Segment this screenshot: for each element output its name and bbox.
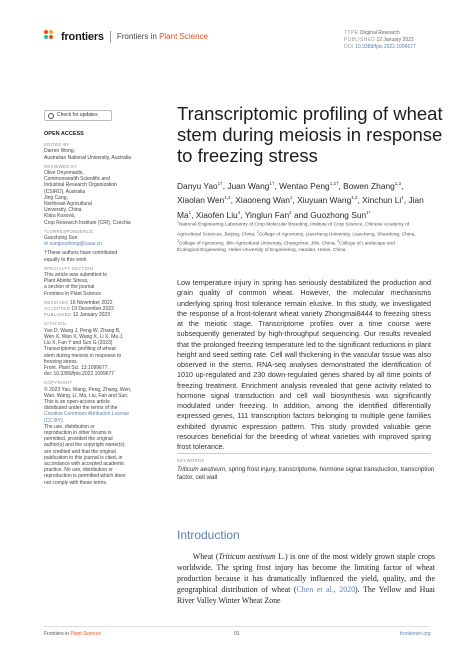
sidebar-line: Northeast Agricultural: [44, 201, 92, 208]
reviewed-by-label: REVIEWED BY: [44, 163, 78, 169]
sidebar: [44, 110, 162, 486]
accepted-date: ACCEPTED 19 December 2022: [44, 306, 114, 313]
sidebar-line: Front. Plant Sci. 13:1099677.: [44, 364, 109, 371]
sidebar-line: accordance with accepted academic: [44, 460, 125, 467]
sidebar-line: (CSIRO), Australia: [44, 188, 86, 195]
specialty-label: SPECIALTY SECTION: [44, 265, 94, 271]
article-meta: TYPE Original Research PUBLISHED 12 January 2023 DOI 10.3389/fpls.2022.1099677: [344, 30, 416, 50]
sidebar-line: Plant Abiotic Stress,: [44, 278, 89, 285]
sidebar-line: reproduction in other forums is: [44, 429, 112, 436]
footer-divider: [44, 626, 430, 627]
page-header: [0, 0, 474, 60]
footer-journal: Frontiers in Plant Science: [44, 631, 101, 637]
sidebar-line: freezing stress.: [44, 358, 78, 365]
license-link[interactable]: [44, 411, 162, 423]
author-name: , Xiaofen Liu: [191, 209, 238, 220]
introduction-paragraph: Wheat (Triticum aestivum L.) is one of the most widely grown staple crops worldwide. The spring frost injury has become the limiting factor of wheat production because it has dramatically influenced the yield, quality, and the geographical distribution of wheat (Chen et al., 2020). The Yellow and Huai River Valley Winter Wheat Zone: [177, 552, 435, 605]
sidebar-line: Liu X, Fan Y and Sun G (2023): [44, 340, 113, 347]
sidebar-line: not comply with these terms.: [44, 479, 108, 486]
citation-label: CITATION: [44, 321, 67, 327]
sidebar-line: Wan, Wang, Li, Ma, Liu, Fan and Sun.: [44, 392, 129, 399]
page-number: 01: [234, 631, 240, 637]
sidebar-line: reproduction is permitted which does: [44, 473, 126, 480]
author-name: and Guozhong Sun: [291, 209, 367, 220]
sidebar-line: equally to this work: [44, 256, 87, 263]
keywords: Triticum aestivum, spring frost injury, transcriptome, hormone signal transduction, transcription factor, cell wall: [177, 466, 435, 482]
sidebar-line: University, China: [44, 207, 82, 214]
sidebar-line: © 2023 Yao, Wang, Peng, Zhang, Wen,: [44, 386, 132, 393]
check-for-updates-button[interactable]: Check for updates: [44, 110, 112, 121]
journal-name: Frontiers in Plant Science: [116, 32, 208, 41]
author-name: , Xiuyuan Wang: [292, 195, 352, 206]
logo-divider: [110, 31, 111, 43]
copyright: [44, 387, 162, 412]
author-name: , Jian Ma: [177, 195, 424, 220]
brand-name: frontiers: [61, 30, 104, 43]
sidebar-line: Darren Wong,: [44, 148, 76, 155]
citation: [44, 328, 162, 378]
sidebar-line: This article was submitted to: [44, 272, 108, 279]
sidebar-line: Industrial Research Organization: [44, 182, 117, 189]
sidebar-line: doi: 10.3389/fpls.2022.1099677: [44, 371, 115, 378]
sidebar-line: †These authors have contributed: [44, 250, 118, 257]
sidebar-line: Commonwealth Scientific and: [44, 176, 110, 183]
author-list: Danyu Yao$^{1\dagger}$, Juan Wang$^{1\dagger}$, Wentao Peng$^{1,2\dagger}$, Bowen Zhang$^{1,3}$, Xiaolan Wen$^{1,4}$, Xiaoneng Wan$^1$, Xiuyuan Wang$^{1,2}$, Xinchun Li$^1$, Jian Ma$^1$, Xiaofen Liu$^4$, Yinglun Fan$^2$ and Guozhong Sun$^{1*}$: [177, 180, 424, 220]
specialty-section: [44, 272, 162, 297]
author-name: , Xinchun Li: [357, 195, 402, 206]
sidebar-line: permitted, provided the original: [44, 436, 113, 443]
sidebar-line: Klára Kosová,: [44, 213, 76, 220]
sidebar-line: Yao D, Wang J, Peng W, Zhang B,: [44, 327, 121, 334]
citation-link[interactable]: Chen et al., 2020: [296, 584, 356, 594]
affiliation-item: College of Agronomy, Liaocheng University, Liaocheng, Shandong, China,: [258, 232, 416, 238]
equal-contribution-note: [44, 250, 162, 262]
frontiers-logo-icon: [44, 30, 57, 43]
open-access-label: OPEN ACCESS: [44, 131, 84, 137]
sidebar-line: This is an open-access article: [44, 398, 110, 405]
copyright-terms: [44, 424, 162, 486]
refresh-icon: [48, 113, 54, 119]
edited-by: [44, 148, 162, 160]
section-heading-introduction: Introduction: [177, 528, 240, 542]
journal-logo[interactable]: [44, 30, 208, 43]
sidebar-line: publication in this journal is cited, in: [44, 454, 123, 461]
author-name: , Xiaoneng Wan: [230, 195, 290, 206]
sidebar-line: stem during meiosis in response to: [44, 352, 122, 359]
correspondence-label: *CORRESPONDENCE: [44, 228, 94, 234]
affiliation-item: College of Landscape and Ecological Engineering, Hebei University of Engineering, Handan, Hebei, China: [177, 241, 395, 254]
sidebar-line: Transcriptomic profiling of wheat: [44, 346, 116, 353]
sidebar-line: Frontiers in Plant Science: [44, 290, 101, 297]
sidebar-line: Australian National University, Australia: [44, 154, 131, 161]
sidebar-line: Crop Research Institute (CRI), Czechia: [44, 219, 131, 226]
sidebar-line: a section of the journal: [44, 284, 95, 291]
article-title: Transcriptomic profiling of wheat stem during meiosis in response to freezing stress: [177, 103, 443, 166]
footer-site-link[interactable]: frontiersin.org: [400, 631, 431, 637]
sidebar-line: Creative Commons Attribution License: [44, 411, 130, 418]
sidebar-line: Wen X, Wan X, Wang X, Li X, Ma J,: [44, 333, 124, 340]
author-name: , Bowen Zhang: [338, 180, 395, 191]
reviewed-by: [44, 170, 162, 226]
sidebar-line: Olive Onyemaobi,: [44, 170, 84, 177]
affiliation-item: National Engineering Laboratory of Crop Molecular Breeding, Institute of Crop Science, Chinese Academy of Agricultural Sciences, Beijing, China,: [177, 222, 410, 238]
author-name: , Juan Wang: [222, 180, 270, 191]
sidebar-line: distributed under the terms of the: [44, 405, 118, 412]
keywords-label: KEYWORDS: [177, 458, 205, 463]
correspondence-email[interactable]: ✉ sunguozhong@caas.cn: [44, 241, 102, 248]
sidebar-line: Jing Cang,: [44, 194, 68, 201]
sidebar-line: The use, distribution or: [44, 423, 95, 430]
author-name: , Yinglun Fan: [240, 209, 290, 220]
received-date: RECEIVED 16 November 2022: [44, 299, 113, 306]
copyright-label: COPYRIGHT: [44, 380, 73, 386]
sidebar-line: Guozhong Sun: [44, 235, 78, 242]
sidebar-line: practice. No use, distribution or: [44, 467, 113, 474]
sidebar-line: author(s) and the copyright owner(s): [44, 442, 125, 449]
affiliations: $^1$National Engineering Laboratory of Crop Molecular Breeding, Institute of Crop Science, Chinese Academy of Agricultural Sciences, Beijing, China, $^2$College of Agronomy, Liaocheng University, Liaocheng, Shandong, China, $^3$College of Agronomy, Jilin Agricultural University, Changchun, Jilin, China, $^4$College of Landscape and Ecological Engineering, Hebei University of Engineering, Handan, Hebei, China: [177, 220, 416, 254]
author-name: , Wentao Peng: [274, 180, 330, 191]
edited-by-label: EDITED BY: [44, 142, 70, 148]
affiliation-item: College of Agronomy, Jilin Agricultural University, Changchun, Jilin, China,: [178, 241, 338, 247]
sidebar-line: are credited and that the original: [44, 448, 116, 455]
sidebar-line: (CC BY).: [44, 417, 64, 424]
author-name: , Xiaolan Wen: [177, 180, 404, 206]
doi-link[interactable]: 10.3389/fpls.2022.1099677: [355, 44, 416, 50]
published-date: PUBLISHED 12 January 2023: [44, 312, 110, 319]
abstract: Low temperature injury in spring has seriously destabilized the production and grain quality of common wheat. However, the molecular mechanisms underlying spring frost tolerance remain elusive. In this study, we investigated the response of a frost-tolerant wheat variety Zhongmai8444 to freezing stress at the meiotic stage. Transcriptome profiles over a time course were subsequently generated by high-throughput sequencing. Our results revealed that the prolonged freezing temperature led to the significant reductions in plant height and seed setting rate. Cell wall thickening in the vascular tissue was also observed in the stems. RNA-seq analyses demonstrated the identification of 1010 up-regulated and 230 down-regulated genes shared by all time points of freezing treatment. Enrichment analysis revealed that gene activity related to hormone signal transduction and cell wall biosynthesis was significantly modulated under freezing. In addition, among the identified differentially expressed genes, 111 transcription factors belonging to multiple gene families exhibited dynamic expression pattern. This study provided valuable gene resources beneficial for the breeding of wheat varieties with improved spring frost tolerance.: [177, 278, 431, 451]
keywords-divider: [177, 453, 431, 454]
author-name: Danyu Yao: [177, 180, 218, 191]
